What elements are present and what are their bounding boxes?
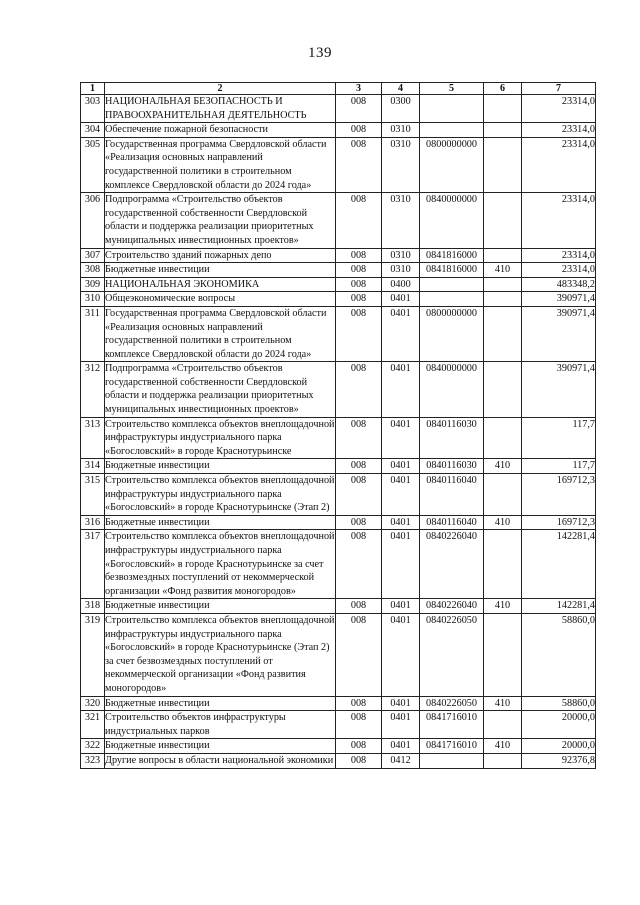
department-code-cell: 008 — [336, 263, 382, 278]
department-code-cell: 008 — [336, 711, 382, 739]
department-code-cell: 008 — [336, 248, 382, 263]
table-row — [81, 292, 596, 307]
row-number-cell: 305 — [81, 137, 105, 192]
table-row — [81, 753, 596, 768]
item-name-cell: Строительство зданий пожарных депо — [105, 248, 336, 263]
department-code-cell: 008 — [336, 739, 382, 754]
item-name-cell: Подпрограмма «Строительство объектов государственной собственности Свердловской области и поддержка реализации приоритетных муниципальных инвестиционных проектов» — [105, 362, 336, 417]
table-row — [81, 711, 596, 739]
section-code-cell: 0401 — [382, 711, 420, 739]
column-header: 5 — [420, 83, 484, 95]
expense-type-cell — [484, 613, 522, 696]
target-code-cell: 0840116040 — [420, 515, 484, 530]
amount-cell: 20000,0 — [522, 711, 596, 739]
table-row — [81, 696, 596, 711]
department-code-cell: 008 — [336, 137, 382, 192]
department-code-cell: 008 — [336, 95, 382, 123]
section-code-cell: 0401 — [382, 306, 420, 361]
amount-cell: 58860,0 — [522, 613, 596, 696]
expense-type-cell — [484, 711, 522, 739]
department-code-cell: 008 — [336, 530, 382, 599]
amount-cell: 390971,4 — [522, 292, 596, 307]
item-name-cell: Строительство комплекса объектов внеплощадочной инфраструктуры индустриального парка «Богословский» в городе Краснотурьинске (Этап 2) за счет безвозмездных поступлений от некоммерческой организации «Фонд развития моногородов» — [105, 613, 336, 696]
target-code-cell: 0840226040 — [420, 530, 484, 599]
target-code-cell: 0840000000 — [420, 362, 484, 417]
section-code-cell: 0401 — [382, 599, 420, 614]
expense-type-cell — [484, 362, 522, 417]
table-row — [81, 193, 596, 248]
column-header: 1 — [81, 83, 105, 95]
table-row — [81, 613, 596, 696]
table-row — [81, 277, 596, 292]
amount-cell: 390971,4 — [522, 362, 596, 417]
amount-cell: 23314,0 — [522, 123, 596, 138]
expense-type-cell: 410 — [484, 599, 522, 614]
item-name-cell: Бюджетные инвестиции — [105, 515, 336, 530]
row-number-cell: 309 — [81, 277, 105, 292]
expense-type-cell — [484, 753, 522, 768]
table-row — [81, 123, 596, 138]
expense-type-cell — [484, 248, 522, 263]
row-number-cell: 307 — [81, 248, 105, 263]
column-header: 2 — [105, 83, 336, 95]
item-name-cell: Бюджетные инвестиции — [105, 739, 336, 754]
expense-type-cell — [484, 292, 522, 307]
target-code-cell: 0800000000 — [420, 306, 484, 361]
row-number-cell: 310 — [81, 292, 105, 307]
item-name-cell: НАЦИОНАЛЬНАЯ ЭКОНОМИКА — [105, 277, 336, 292]
item-name-cell: Подпрограмма «Строительство объектов государственной собственности Свердловской области и поддержка реализации приоритетных муниципальных инвестиционных проектов» — [105, 193, 336, 248]
department-code-cell: 008 — [336, 306, 382, 361]
amount-cell: 92376,8 — [522, 753, 596, 768]
section-code-cell: 0300 — [382, 95, 420, 123]
expense-type-cell — [484, 95, 522, 123]
target-code-cell: 0841716010 — [420, 739, 484, 754]
section-code-cell: 0412 — [382, 753, 420, 768]
row-number-cell: 318 — [81, 599, 105, 614]
target-code-cell — [420, 277, 484, 292]
row-number-cell: 308 — [81, 263, 105, 278]
section-code-cell: 0401 — [382, 613, 420, 696]
section-code-cell: 0401 — [382, 459, 420, 474]
expense-type-cell — [484, 193, 522, 248]
target-code-cell: 0840226050 — [420, 696, 484, 711]
target-code-cell — [420, 292, 484, 307]
item-name-cell: Государственная программа Свердловской области «Реализация основных направлений государственной политики в строительном комплексе Свердловской области до 2024 года» — [105, 137, 336, 192]
department-code-cell: 008 — [336, 277, 382, 292]
table-body — [81, 95, 596, 769]
target-code-cell: 0840116030 — [420, 417, 484, 459]
amount-cell: 20000,0 — [522, 739, 596, 754]
target-code-cell: 0840226040 — [420, 599, 484, 614]
row-number-cell: 322 — [81, 739, 105, 754]
row-number-cell: 320 — [81, 696, 105, 711]
row-number-cell: 304 — [81, 123, 105, 138]
table-row — [81, 306, 596, 361]
expense-type-cell: 410 — [484, 696, 522, 711]
table-row — [81, 362, 596, 417]
expense-type-cell: 410 — [484, 263, 522, 278]
target-code-cell — [420, 95, 484, 123]
table-row — [81, 515, 596, 530]
column-header: 3 — [336, 83, 382, 95]
row-number-cell: 303 — [81, 95, 105, 123]
target-code-cell — [420, 123, 484, 138]
department-code-cell: 008 — [336, 753, 382, 768]
row-number-cell: 313 — [81, 417, 105, 459]
amount-cell: 23314,0 — [522, 95, 596, 123]
budget-table — [80, 82, 596, 769]
item-name-cell: Строительство комплекса объектов внеплощадочной инфраструктуры индустриального парка «Богословский» в городе Краснотурьинске за счет безвозмездных поступлений от некоммерческой организации «Фонд развития моногородов» — [105, 530, 336, 599]
row-number-cell: 323 — [81, 753, 105, 768]
target-code-cell: 0800000000 — [420, 137, 484, 192]
table-row — [81, 248, 596, 263]
target-code-cell — [420, 753, 484, 768]
item-name-cell: Бюджетные инвестиции — [105, 459, 336, 474]
item-name-cell: Бюджетные инвестиции — [105, 263, 336, 278]
amount-cell: 142281,4 — [522, 530, 596, 599]
item-name-cell: Бюджетные инвестиции — [105, 599, 336, 614]
item-name-cell: Строительство объектов инфраструктуры индустриальных парков — [105, 711, 336, 739]
item-name-cell: Другие вопросы в области национальной экономики — [105, 753, 336, 768]
header-row — [81, 83, 596, 95]
target-code-cell: 0840116040 — [420, 474, 484, 516]
expense-type-cell — [484, 123, 522, 138]
row-number-cell: 317 — [81, 530, 105, 599]
table-row — [81, 739, 596, 754]
amount-cell: 142281,4 — [522, 599, 596, 614]
section-code-cell: 0401 — [382, 417, 420, 459]
department-code-cell: 008 — [336, 193, 382, 248]
target-code-cell: 0841716010 — [420, 711, 484, 739]
target-code-cell: 0840226050 — [420, 613, 484, 696]
amount-cell: 169712,3 — [522, 474, 596, 516]
expense-type-cell — [484, 137, 522, 192]
section-code-cell: 0310 — [382, 193, 420, 248]
table-row — [81, 95, 596, 123]
table-row — [81, 474, 596, 516]
target-code-cell: 0841816000 — [420, 263, 484, 278]
row-number-cell: 312 — [81, 362, 105, 417]
amount-cell: 23314,0 — [522, 137, 596, 192]
item-name-cell: Строительство комплекса объектов внеплощадочной инфраструктуры индустриального парка «Богословский» в городе Краснотурьинске — [105, 417, 336, 459]
section-code-cell: 0401 — [382, 474, 420, 516]
table-row — [81, 530, 596, 599]
section-code-cell: 0310 — [382, 248, 420, 263]
table-row — [81, 263, 596, 278]
item-name-cell: Обеспечение пожарной безопасности — [105, 123, 336, 138]
expense-type-cell: 410 — [484, 459, 522, 474]
expense-type-cell: 410 — [484, 739, 522, 754]
table-row — [81, 599, 596, 614]
expense-type-cell — [484, 530, 522, 599]
table-row — [81, 137, 596, 192]
row-number-cell: 316 — [81, 515, 105, 530]
section-code-cell: 0401 — [382, 292, 420, 307]
target-code-cell: 0840000000 — [420, 193, 484, 248]
amount-cell: 117,7 — [522, 417, 596, 459]
section-code-cell: 0401 — [382, 515, 420, 530]
department-code-cell: 008 — [336, 417, 382, 459]
item-name-cell: Общеэкономические вопросы — [105, 292, 336, 307]
section-code-cell: 0400 — [382, 277, 420, 292]
target-code-cell: 0840116030 — [420, 459, 484, 474]
section-code-cell: 0401 — [382, 739, 420, 754]
amount-cell: 23314,0 — [522, 193, 596, 248]
expense-type-cell: 410 — [484, 515, 522, 530]
expense-type-cell — [484, 277, 522, 292]
expense-type-cell — [484, 306, 522, 361]
row-number-cell: 319 — [81, 613, 105, 696]
row-number-cell: 311 — [81, 306, 105, 361]
amount-cell: 169712,3 — [522, 515, 596, 530]
column-header: 7 — [522, 83, 596, 95]
department-code-cell: 008 — [336, 459, 382, 474]
row-number-cell: 315 — [81, 474, 105, 516]
expense-type-cell — [484, 417, 522, 459]
amount-cell: 483348,2 — [522, 277, 596, 292]
row-number-cell: 306 — [81, 193, 105, 248]
section-code-cell: 0310 — [382, 137, 420, 192]
department-code-cell: 008 — [336, 696, 382, 711]
section-code-cell: 0401 — [382, 362, 420, 417]
row-number-cell: 321 — [81, 711, 105, 739]
column-header: 6 — [484, 83, 522, 95]
department-code-cell: 008 — [336, 474, 382, 516]
item-name-cell: Государственная программа Свердловской области «Реализация основных направлений государственной политики в строительном комплексе Свердловской области до 2024 года» — [105, 306, 336, 361]
row-number-cell: 314 — [81, 459, 105, 474]
item-name-cell: НАЦИОНАЛЬНАЯ БЕЗОПАСНОСТЬ И ПРАВООХРАНИТЕЛЬНАЯ ДЕЯТЕЛЬНОСТЬ — [105, 95, 336, 123]
department-code-cell: 008 — [336, 123, 382, 138]
section-code-cell: 0310 — [382, 123, 420, 138]
department-code-cell: 008 — [336, 599, 382, 614]
department-code-cell: 008 — [336, 515, 382, 530]
amount-cell: 390971,4 — [522, 306, 596, 361]
amount-cell: 23314,0 — [522, 263, 596, 278]
item-name-cell: Строительство комплекса объектов внеплощадочной инфраструктуры индустриального парка «Богословский» в городе Краснотурьинске (Этап 2) — [105, 474, 336, 516]
section-code-cell: 0310 — [382, 263, 420, 278]
table-row — [81, 459, 596, 474]
amount-cell: 23314,0 — [522, 248, 596, 263]
column-header: 4 — [382, 83, 420, 95]
expense-type-cell — [484, 474, 522, 516]
section-code-cell: 0401 — [382, 696, 420, 711]
target-code-cell: 0841816000 — [420, 248, 484, 263]
department-code-cell: 008 — [336, 613, 382, 696]
table-row — [81, 417, 596, 459]
page-number: 139 — [308, 45, 332, 61]
item-name-cell: Бюджетные инвестиции — [105, 696, 336, 711]
department-code-cell: 008 — [336, 362, 382, 417]
amount-cell: 117,7 — [522, 459, 596, 474]
section-code-cell: 0401 — [382, 530, 420, 599]
amount-cell: 58860,0 — [522, 696, 596, 711]
department-code-cell: 008 — [336, 292, 382, 307]
